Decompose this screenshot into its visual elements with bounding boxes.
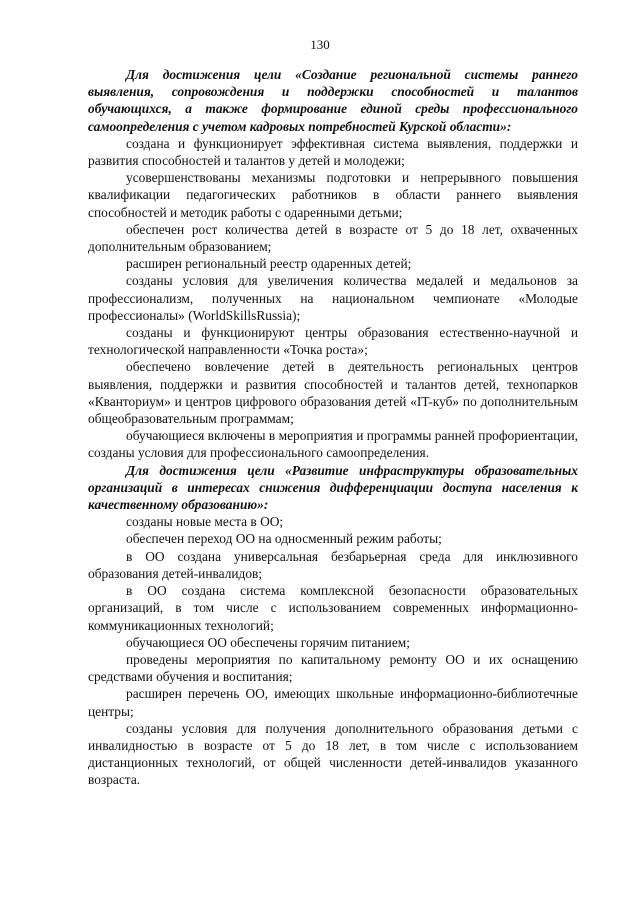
result-item: обеспечено вовлечение детей в деятельность региональных центров выявления, поддержки и развития способностей и талантов детей, технопарков «Кванториум» и центров цифрового образования детей «IT-куб» по дополнительным общеобразовательным программам; bbox=[88, 359, 578, 427]
result-item: созданы условия для получения дополнительного образования детьми с инвалидностью в возрасте от 5 до 18 лет, в том числе с использованием дистанционных технологий, от общей численности детей-инвалидов указанного возраста. bbox=[88, 720, 578, 788]
result-item: созданы и функционируют центры образования естественно-научной и технологической направленности «Точка роста»; bbox=[88, 325, 578, 358]
result-item: расширен региональный реестр одаренных детей; bbox=[126, 256, 412, 272]
result-item: в ОО создана система комплексной безопасности образовательных организаций, в том числе с использованием современных информационно-коммуникационных технологий; bbox=[88, 583, 578, 633]
result-item: созданы новые места в ОО; bbox=[126, 514, 284, 530]
result-item: обеспечен рост количества детей в возрасте от 5 до 18 лет, охваченных дополнительным образованием; bbox=[88, 221, 578, 255]
goal-heading: Для достижения цели «Создание региональной системы раннего выявления, сопровождения и поддержки способностей и талантов обучающихся, а также формирование единой среды профессионального самоопределения с учетом кадровых потребностей Курской области»: bbox=[88, 67, 578, 134]
page-number: 130 bbox=[310, 37, 330, 52]
result-item: в ОО создана универсальная безбарьерная среда для инклюзивного образования детей-инвалидов; bbox=[88, 548, 578, 581]
result-item: обучающиеся включены в мероприятия и программы ранней профориентации, созданы условия для профессионального самоопределения. bbox=[88, 428, 578, 461]
goal-heading: Для достижения цели «Развитие инфраструктуры образовательных организаций в интересах снижения дифференциации доступа населения к качественному образованию»: bbox=[88, 462, 578, 513]
result-item: создана и функционирует эффективная система выявления, поддержки и развития способностей и талантов у детей и молодежи; bbox=[88, 135, 578, 169]
result-item: расширен перечень ОО, имеющих школьные информационно-библиотечные центры; bbox=[88, 686, 578, 719]
result-item: усовершенствованы механизмы подготовки и непрерывного повышения квалификации педагогических работников в области раннего выявления способностей и методик работы с одаренными детьми; bbox=[88, 170, 578, 220]
result-item: обеспечен переход ОО на односменный режим работы; bbox=[126, 531, 442, 547]
result-item: созданы условия для увеличения количества медалей и медальонов за профессионализм, полученных на национальном чемпионате «Молодые профессионалы» (WorldSkillsRussia); bbox=[88, 273, 578, 323]
document-body bbox=[88, 66, 578, 789]
result-item: обучающиеся ОО обеспечены горячим питанием; bbox=[126, 634, 410, 650]
result-item: проведены мероприятия по капитальному ремонту ОО и их оснащению средствами обучения и воспитания; bbox=[88, 651, 578, 685]
